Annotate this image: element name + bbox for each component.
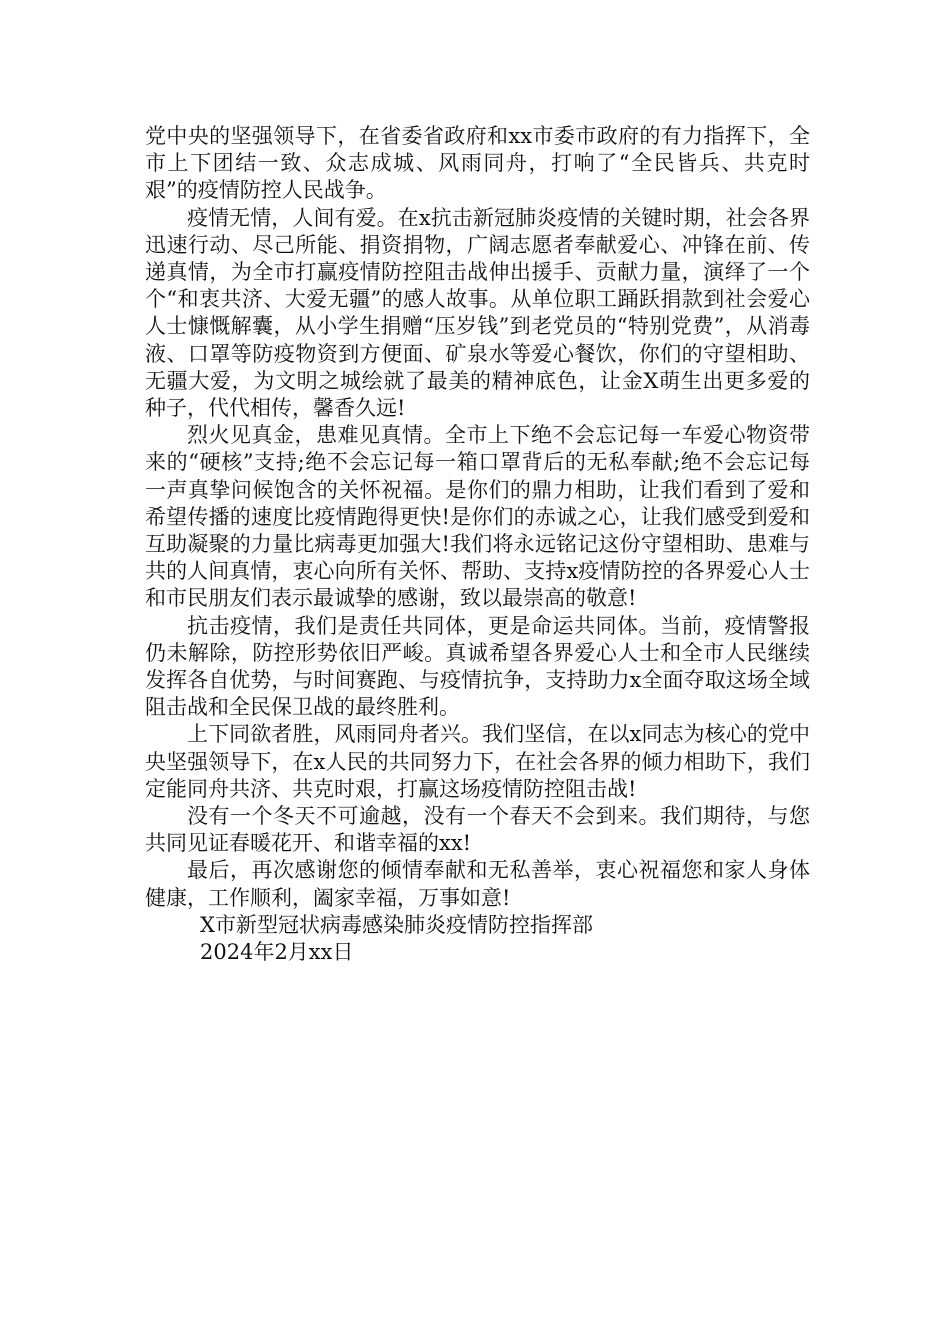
- signature: X市新型冠状病毒感染肺炎疫情防控指挥部: [200, 912, 593, 937]
- date: 2024年2月xx日: [200, 940, 354, 965]
- letter-body: [145, 123, 810, 966]
- paragraph: 烈火见真金，患难见真情。全市上下绝不会忘记每一车爱心物资带来的“硬核”支持;绝不会忘记每一箱口罩背后的无私奉献;绝不会忘记每一声真挚问候饱含的关怀祝福。是你们的鼎力相助，让我们看到了爱和希望传播的速度比疫情跑得更快!是你们的赤诚之心，让我们感受到爱和互助凝聚的力量比病毒更加强大!我们将永远铭记这份守望相助、患难与共的人间真情，衷心向所有关怀、帮助、支持x疫情防控的各界爱心人士和市民朋友们表示最诚挚的感谢，致以最崇高的敬意!: [145, 423, 810, 611]
- paragraph-opening: 党中央的坚强领导下，在省委省政府和xx市委市政府的有力指挥下，全市上下团结一致、众志成城、风雨同舟，打响了“全民皆兵、共克时艰”的疫情防控人民战争。: [145, 124, 810, 203]
- paragraph: 疫情无情，人间有爱。在x抗击新冠肺炎疫情的关键时期，社会各界迅速行动、尽己所能、捐资捐物，广阔志愿者奉献爱心、冲锋在前、传递真情，为全市打赢疫情防控阻击战伸出援手、贡献力量，演绎了一个个“和衷共济、大爱无疆”的感人故事。从单位职工踊跃捐款到社会爱心人士慷慨解囊，从小学生捐赠“压岁钱”到老党员的“特别党费”，从消毒液、口罩等防疫物资到方便面、矿泉水等爱心餐饮，你们的守望相助、无疆大爱，为文明之城绘就了最美的精神底色，让金X萌生出更多爱的种子，代代相传，馨香久远!: [145, 205, 810, 421]
- paragraph: 没有一个冬天不可逾越，没有一个春天不会到来。我们期待，与您共同见证春暖花开、和谐幸福的xx!: [145, 804, 810, 856]
- paragraph: 上下同欲者胜，风雨同舟者兴。我们坚信，在以x同志为核心的党中央坚强领导下，在x人民的共同努力下，在社会各界的倾力相助下，我们定能同舟共济、共克时艰，打赢这场疫情防控阻击战!: [145, 722, 810, 801]
- paragraph-closing: 最后，再次感谢您的倾情奉献和无私善举，衷心祝福您和家人身体健康，工作顺利，阖家幸福，万事如意!: [145, 858, 810, 910]
- paragraph: 抗击疫情，我们是责任共同体，更是命运共同体。当前，疫情警报仍未解除，防控形势依旧严峻。真诚希望各界爱心人士和全市人民继续发挥各自优势，与时间赛跑、与疫情抗争，支持助力x全面夺取这场全域阻击战和全民保卫战的最终胜利。: [145, 613, 810, 720]
